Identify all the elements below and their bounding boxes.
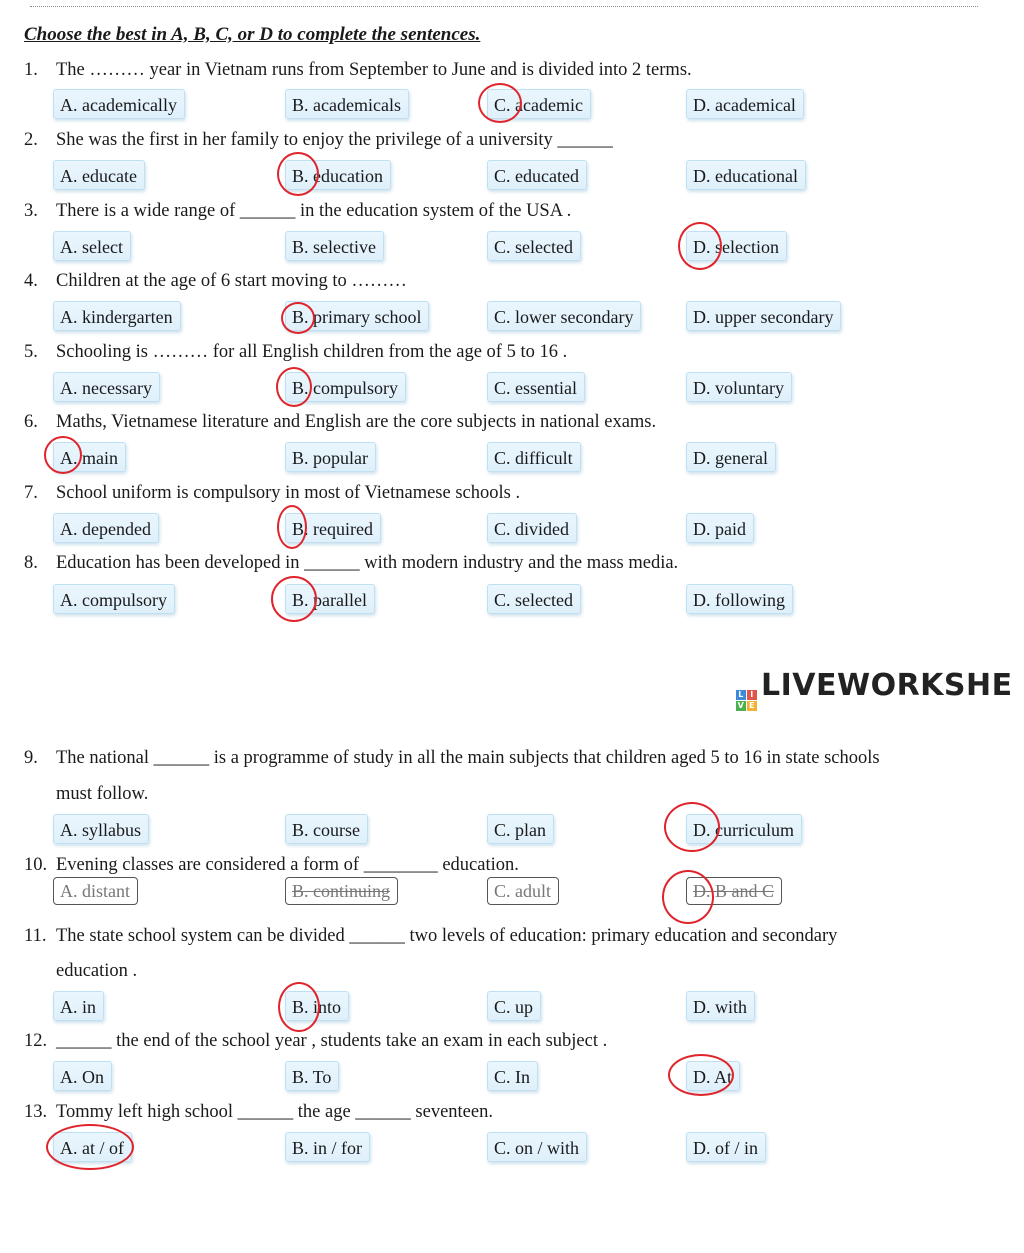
- question-7: 7. School uniform is compulsory in most of Vietnamese schools .: [24, 483, 521, 503]
- question-text: Evening classes are considered a form of ________ education.: [56, 855, 519, 875]
- option-13d[interactable]: D. of / in: [686, 1132, 766, 1162]
- option-1d[interactable]: D. academical: [686, 89, 804, 119]
- question-2: 2. She was the first in her family to enjoy the privilege of a university ______: [24, 130, 613, 150]
- option-7b[interactable]: B. required: [285, 513, 381, 543]
- option-9a[interactable]: A. syllabus: [53, 814, 149, 844]
- question-10: 10. Evening classes are considered a form of ________ education.: [24, 855, 519, 875]
- option-12d[interactable]: D. At: [686, 1061, 740, 1091]
- option-8a[interactable]: A. compulsory: [53, 584, 175, 614]
- option-3a[interactable]: A. select: [53, 231, 131, 261]
- option-2b[interactable]: B. education: [285, 160, 391, 190]
- question-9-continued: must follow.: [56, 784, 149, 804]
- option-6d[interactable]: D. general: [686, 442, 776, 472]
- option-6b[interactable]: B. popular: [285, 442, 376, 472]
- option-3d[interactable]: D. selection: [686, 231, 787, 261]
- option-11a[interactable]: A. in: [53, 991, 104, 1021]
- option-4d[interactable]: D. upper secondary: [686, 301, 841, 331]
- question-text: The ……… year in Vietnam runs from September to June and is divided into 2 terms.: [56, 60, 692, 80]
- question-text: Tommy left high school ______ the age ______ seventeen.: [56, 1102, 493, 1122]
- question-8: 8. Education has been developed in ______ with modern industry and the mass media.: [24, 553, 679, 573]
- question-text: ______ the end of the school year , students take an exam in each subject .: [56, 1031, 608, 1051]
- option-8c[interactable]: C. selected: [487, 584, 581, 614]
- option-1b[interactable]: B. academicals: [285, 89, 409, 119]
- option-7c[interactable]: C. divided: [487, 513, 577, 543]
- option-8b[interactable]: B. parallel: [285, 584, 375, 614]
- option-1c[interactable]: C. academic: [487, 89, 591, 119]
- option-10b[interactable]: B. continuing: [285, 877, 398, 905]
- option-4b[interactable]: B. primary school: [285, 301, 429, 331]
- logo-badge: L I V E: [736, 690, 757, 711]
- question-text: There is a wide range of ______ in the education system of the USA .: [56, 201, 572, 221]
- question-9: 9. The national ______ is a programme of study in all the main subjects that children aged 5 to 16 in state schools: [24, 748, 880, 768]
- top-dotted-border: [30, 0, 978, 7]
- option-9b[interactable]: B. course: [285, 814, 368, 844]
- option-7a[interactable]: A. depended: [53, 513, 159, 543]
- question-11: 11. The state school system can be divided ______ two levels of education: primary education and secondary: [24, 926, 838, 946]
- question-5: 5. Schooling is ……… for all English children from the age of 5 to 16 .: [24, 342, 568, 362]
- question-text: The national ______ is a programme of study in all the main subjects that children aged 5 to 16 in state schools: [56, 748, 880, 768]
- option-2d[interactable]: D. educational: [686, 160, 806, 190]
- option-1a[interactable]: A. academically: [53, 89, 185, 119]
- option-6c[interactable]: C. difficult: [487, 442, 581, 472]
- option-12b[interactable]: B. To: [285, 1061, 339, 1091]
- option-3c[interactable]: C. selected: [487, 231, 581, 261]
- question-11-continued: education .: [56, 961, 138, 981]
- question-text: School uniform is compulsory in most of Vietnamese schools .: [56, 483, 521, 503]
- question-text: The state school system can be divided ______ two levels of education: primary education and secondary: [56, 926, 838, 946]
- question-text: Children at the age of 6 start moving to ………: [56, 271, 407, 291]
- option-9c[interactable]: C. plan: [487, 814, 554, 844]
- option-2a[interactable]: A. educate: [53, 160, 145, 190]
- option-10c[interactable]: C. adult: [487, 877, 559, 905]
- question-6: 6. Maths, Vietnamese literature and English are the core subjects in national exams.: [24, 412, 657, 432]
- question-13: 13. Tommy left high school ______ the age ______ seventeen.: [24, 1102, 493, 1122]
- question-1: 1. The ……… year in Vietnam runs from September to June and is divided into 2 terms.: [24, 60, 692, 80]
- liveworksheets-logo: L I V E LIVEWORKSHE: [737, 668, 1013, 710]
- option-5d[interactable]: D. voluntary: [686, 372, 792, 402]
- question-4: 4. Children at the age of 6 start moving to ………: [24, 271, 407, 291]
- question-text: Maths, Vietnamese literature and English are the core subjects in national exams.: [56, 412, 657, 432]
- option-8d[interactable]: D. following: [686, 584, 793, 614]
- question-12: 12. ______ the end of the school year , students take an exam in each subject .: [24, 1031, 608, 1051]
- option-4a[interactable]: A. kindergarten: [53, 301, 181, 331]
- option-2c[interactable]: C. educated: [487, 160, 587, 190]
- instruction-heading: Choose the best in A, B, C, or D to complete the sentences.: [24, 24, 481, 45]
- option-5a[interactable]: A. necessary: [53, 372, 160, 402]
- question-3: 3. There is a wide range of ______ in the education system of the USA .: [24, 201, 572, 221]
- question-text: She was the first in her family to enjoy the privilege of a university ______: [56, 130, 613, 150]
- option-12c[interactable]: C. In: [487, 1061, 538, 1091]
- option-11c[interactable]: C. up: [487, 991, 541, 1021]
- option-13a[interactable]: A. at / of: [53, 1132, 132, 1162]
- option-7d[interactable]: D. paid: [686, 513, 754, 543]
- option-6a[interactable]: A. main: [53, 442, 126, 472]
- option-3b[interactable]: B. selective: [285, 231, 384, 261]
- option-10a[interactable]: A. distant: [53, 877, 138, 905]
- option-5c[interactable]: C. essential: [487, 372, 585, 402]
- option-4c[interactable]: C. lower secondary: [487, 301, 641, 331]
- option-5b[interactable]: B. compulsory: [285, 372, 406, 402]
- option-11b[interactable]: B. into: [285, 991, 349, 1021]
- option-10d[interactable]: D. B and C: [686, 877, 782, 905]
- question-text: Education has been developed in ______ with modern industry and the mass media.: [56, 553, 679, 573]
- question-text: Schooling is ……… for all English children from the age of 5 to 16 .: [56, 342, 568, 362]
- option-13c[interactable]: C. on / with: [487, 1132, 587, 1162]
- option-9d[interactable]: D. curriculum: [686, 814, 802, 844]
- option-12a[interactable]: A. On: [53, 1061, 112, 1091]
- option-11d[interactable]: D. with: [686, 991, 755, 1021]
- option-13b[interactable]: B. in / for: [285, 1132, 370, 1162]
